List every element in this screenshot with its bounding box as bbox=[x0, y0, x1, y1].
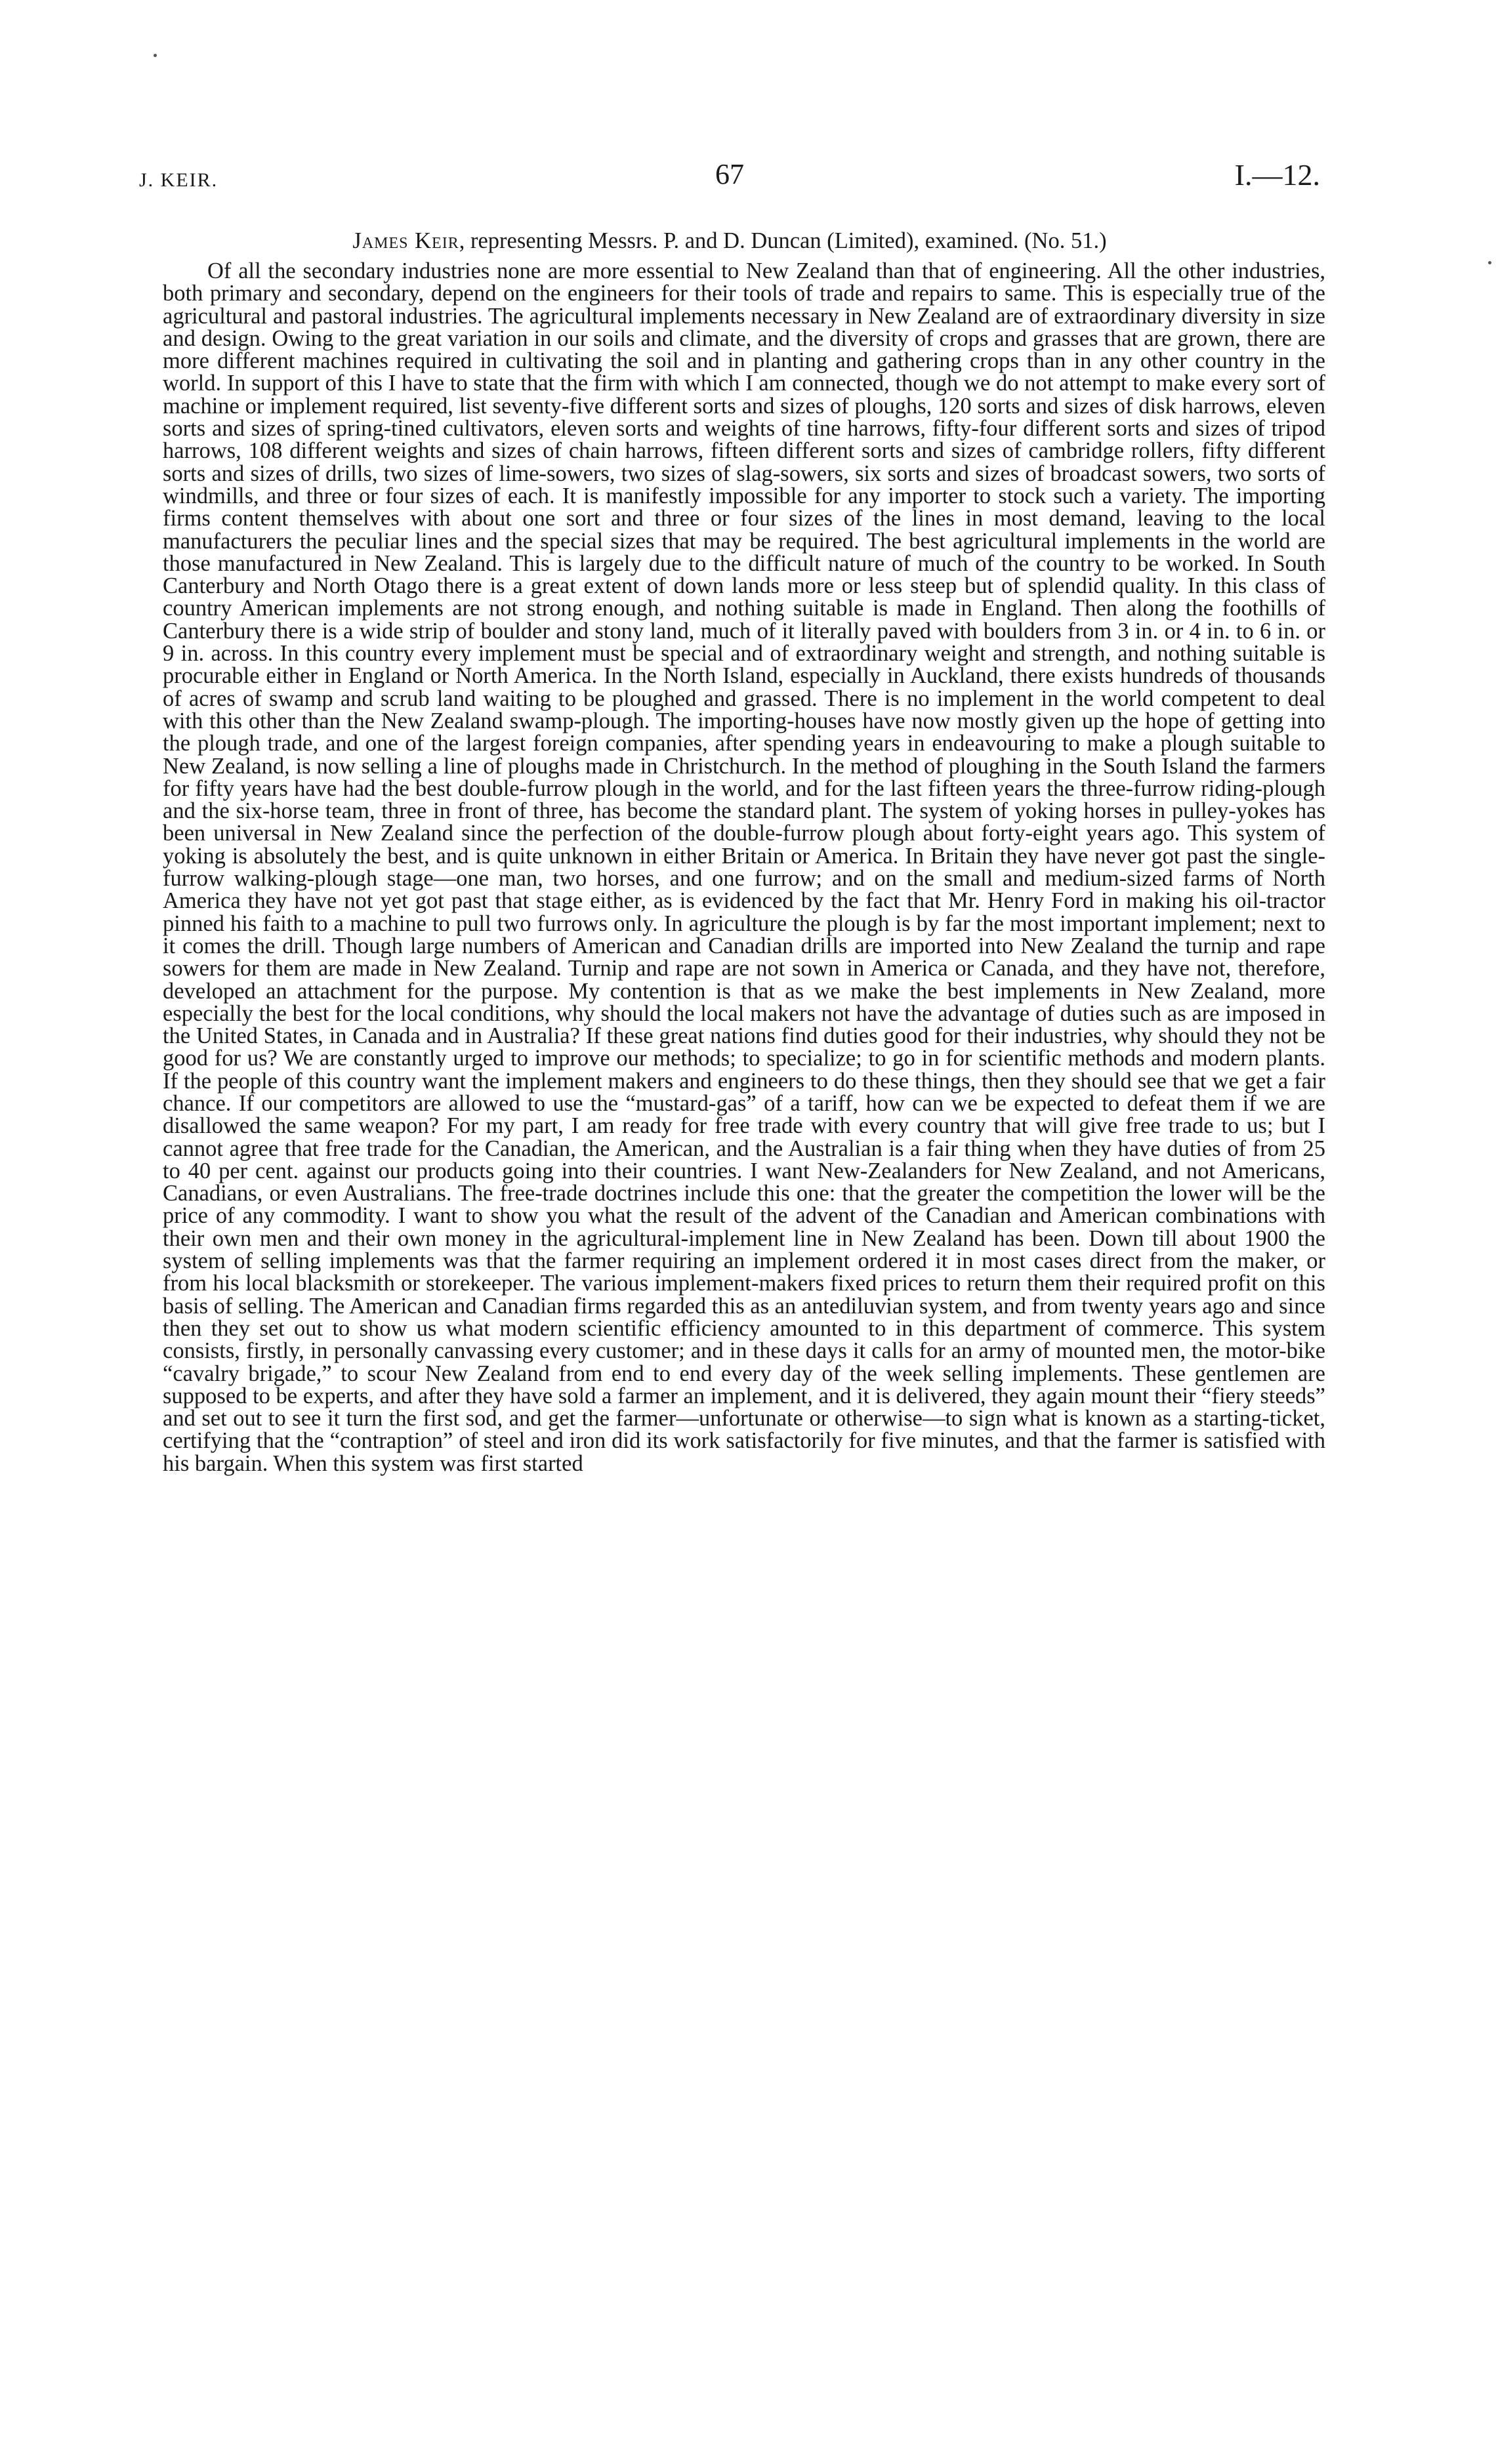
witness-description: , representing Messrs. P. and D. Duncan (Limited), examined. (No. 51.) bbox=[459, 228, 1107, 253]
witness-name: James Keir bbox=[352, 228, 459, 253]
header-witness: J. KEIR. bbox=[139, 169, 218, 191]
scan-speck bbox=[154, 54, 157, 57]
page-header bbox=[139, 150, 1320, 202]
page-number: 67 bbox=[715, 158, 744, 190]
scan-speck bbox=[1488, 261, 1491, 264]
document-reference: I.—12. bbox=[1234, 158, 1320, 192]
evidence-paragraph: Of all the secondary industries none are more essential to New Zealand than that of engineering. All the other industries, both primary and secondary, depend on the engineers for their tools of trade and repairs to same. This is especially true of the agricultural and pastoral industries. The agricultural implements necessary in New Zealand are of extraordinary diversity in size and design. Owing to the great variation in our soils and climate, and the diversity of crops and grasses that are grown, there are more different machines required in cultivating the soil and in planting and gathering crops than in any other country in the world. In support of this I have to state that the firm with which I am connected, though we do not attempt to make every sort of machine or implement required, list seventy-five different sorts and sizes of ploughs, 120 sorts and sizes of disk harrows, eleven sorts and sizes of spring-tined cultivators, eleven sorts and weights of tine harrows, fifty-four different sorts and sizes of tripod harrows, 108 different weights and sizes of chain harrows, fifteen different sorts and sizes of cambridge rollers, fifty different sorts and sizes of drills, two sizes of lime-sowers, two sizes of slag-sowers, six sorts and sizes of broadcast sowers, two sorts of windmills, and three or four sizes of each. It is manifestly impossible for any importer to stock such a variety. The importing firms content themselves with about one sort and three or four sizes of the lines in most demand, leaving to the local manufacturers the peculiar lines and the special sizes that may be required. The best agricultural implements in the world are those manufactured in New Zealand. This is largely due to the difficult nature of much of the country to be worked. In South Canterbury and North Otago there is a great extent of down lands more or less steep but of splendid quality. In this class of country American implements are not strong enough, and nothing suitable is made in England. Then along the foothills of Canterbury there is a wide strip of boulder and stony land, much of it literally paved with boulders from 3 in. or 4 in. to 6 in. or 9 in. across. In this country every implement must be special and of extraordinary weight and strength, and nothing suitable is procurable either in England or North America. In the North Island, especially in Auckland, there exists hundreds of thousands of acres of swamp and scrub land waiting to be ploughed and grassed. There is no implement in the world competent to deal with this other than the New Zealand swamp-plough. The importing-houses have now mostly given up the hope of getting into the plough trade, and one of the largest foreign companies, after spending years in endeavouring to make a plough suitable to New Zealand, is now selling a line of ploughs made in Christchurch. In the method of ploughing in the South Island the farmers for fifty years have had the best double-furrow plough in the world, and for the last fifteen years the three-furrow riding-plough and the six-horse team, three in front of three, has become the standard plant. The system of yoking horses in pulley-yokes has been universal in New Zealand since the perfection of the double-furrow plough about forty-eight years ago. This system of yoking is absolutely the best, and is quite unknown in either Britain or America. In Britain they have never got past the single-furrow walking-plough stage—one man, two horses, and one furrow; and on the small and medium-sized farms of North America they have not yet got past that stage either, as is evidenced by the fact that Mr. Henry Ford in making his oil-tractor pinned his faith to a machine to pull two furrows only. In agriculture the plough is by far the most important implement; next to it comes the drill. Though large numbers of American and Canadian drills are imported into New Zealand the turnip and rape sowers for them are made in New Zealand. Turnip and rape are not sown in America or Canada, and they have not, therefore, developed an attachment for the purpose. My contention is that as we make the best implements in New Zealand, more especially the best for the local conditions, why should the local makers not have the advantage of duties such as are imposed in the United States, in Canada and in Australia? If these great nations find duties good for their industries, why should they not be good for us? We are constantly urged to improve our methods; to specialize; to go in for scientific methods and modern plants. If the people of this country want the implement makers and engineers to do these things, then they should see that we get a fair chance. If our competitors are allowed to use the “mustard-gas” of a tariff, how can we be expected to defeat them if we are disallowed the same weapon? For my part, I am ready for free trade with every country that will give free trade to us; but I cannot agree that free trade for the Canadian, the American, and the Australian is a fair thing when they have duties of from 25 to 40 per cent. against our products going into their countries. I want New-Zealanders for New Zealand, and not Americans, Canadians, or even Australians. The free-trade doctrines include this one: that the greater the competition the lower will be the price of any commodity. I want to show you what the result of the advent of the Canadian and American combinations with their own men and their own money in the agricultural-implement line in New Zealand has been. Down till about 1900 the system of selling implements was that the farmer requiring an implement ordered it in most cases direct from the maker, or from his local blacksmith or storekeeper. The various implement-makers fixed prices to return them their required profit on this basis of selling. The American and Canadian firms regarded this as an antediluvian system, and from twenty years ago and since then they set out to show us what modern scientific efficiency amounted to in this department of commerce. This system consists, firstly, in personally canvassing every customer; and in these days it calls for an army of mounted men, the motor-bike “cavalry brigade,” to scour New Zealand from end to end every day of the week selling implements. These gentlemen are supposed to be experts, and after they have sold a farmer an implement, and it is delivered, they again mount their “fiery steeds” and set out to see it turn the first sod, and get the farmer—unfortunate or otherwise—to sign what is known as a starting-ticket, certifying that the “contraption” of steel and iron did its work satisfactorily for five minutes, and that the farmer is satisfied with his bargain. When this system was first started bbox=[163, 258, 1325, 1476]
witness-heading bbox=[139, 227, 1320, 255]
